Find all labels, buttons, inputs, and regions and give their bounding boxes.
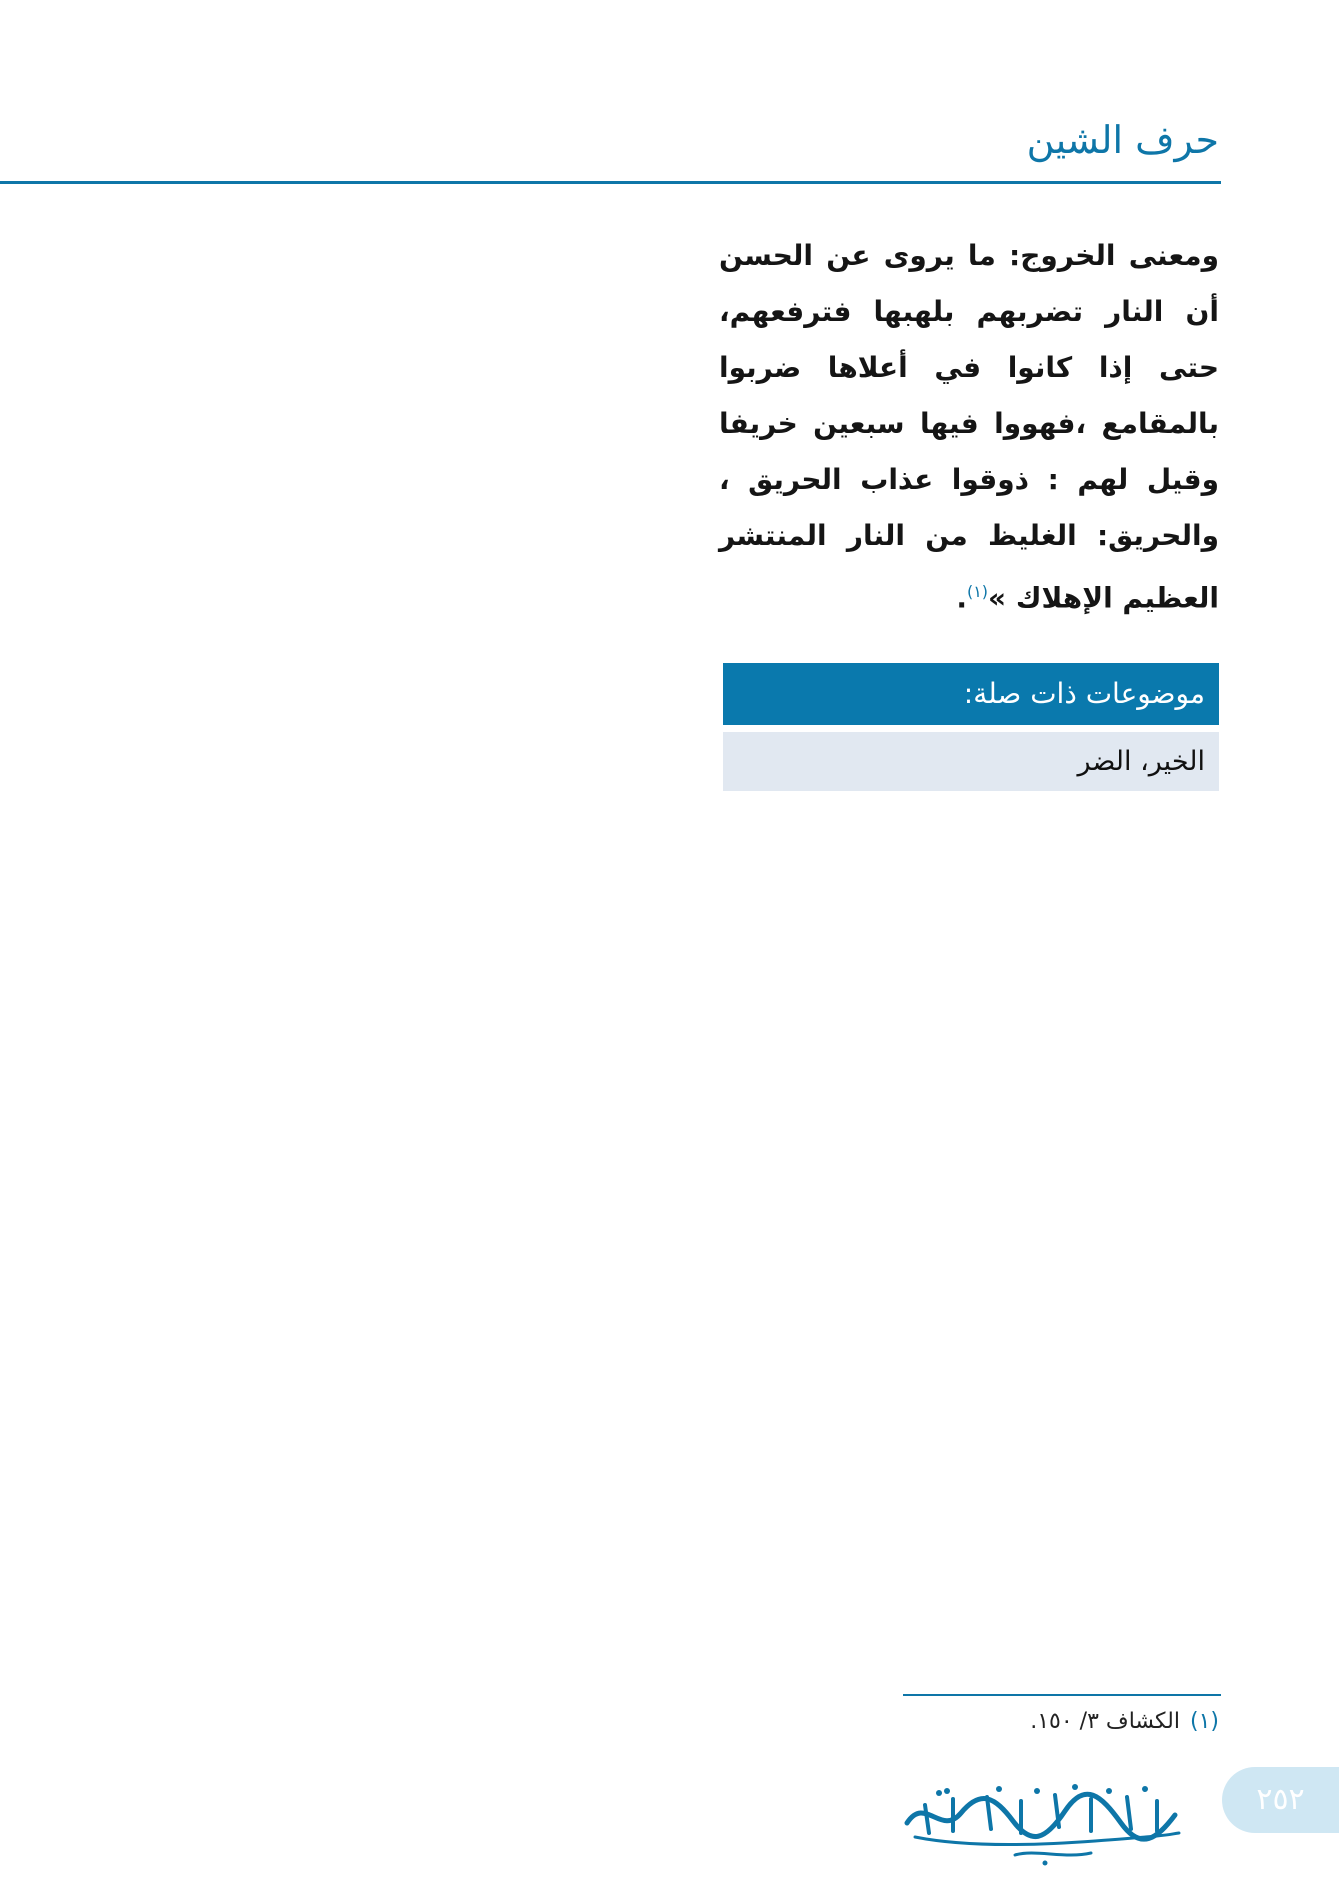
related-topics-heading: موضوعات ذات صلة: — [723, 663, 1219, 725]
footnote — [889, 1706, 1219, 1738]
header-divider — [0, 181, 1221, 184]
paragraph-text: ومعنى الخروج: ما يروى عن الحسن أن النار تضربهم بلهبها فترفعهم، حتى إذا كانوا في أعلاها ضربوا بالمقامع ،فهووا فيها سبعين خريفا وقيل لهم : ذوقوا عذاب الحريق ، والحريق: الغليظ من النار المنتشر العظيم الإهلاك » — [719, 239, 1219, 615]
body-paragraph — [719, 228, 1219, 626]
encyclopedia-logo — [895, 1775, 1185, 1867]
related-topics-list[interactable]: الخير، الضر — [723, 732, 1219, 791]
footnote-text: الكشاف ٣/ ١٥٠. — [1030, 1709, 1180, 1734]
related-topics-box — [723, 663, 1219, 791]
paragraph-end: . — [956, 581, 967, 615]
footnote-divider — [903, 1694, 1221, 1696]
footnote-reference[interactable]: (١) — [966, 582, 989, 601]
page-number-tab — [1222, 1767, 1339, 1833]
page-number: ٢٥٢ — [1256, 1782, 1305, 1817]
footnote-number: (١) — [1189, 1709, 1219, 1734]
chapter-title: حرف الشين — [1026, 118, 1219, 162]
calligraphy-logo-icon — [895, 1775, 1185, 1867]
